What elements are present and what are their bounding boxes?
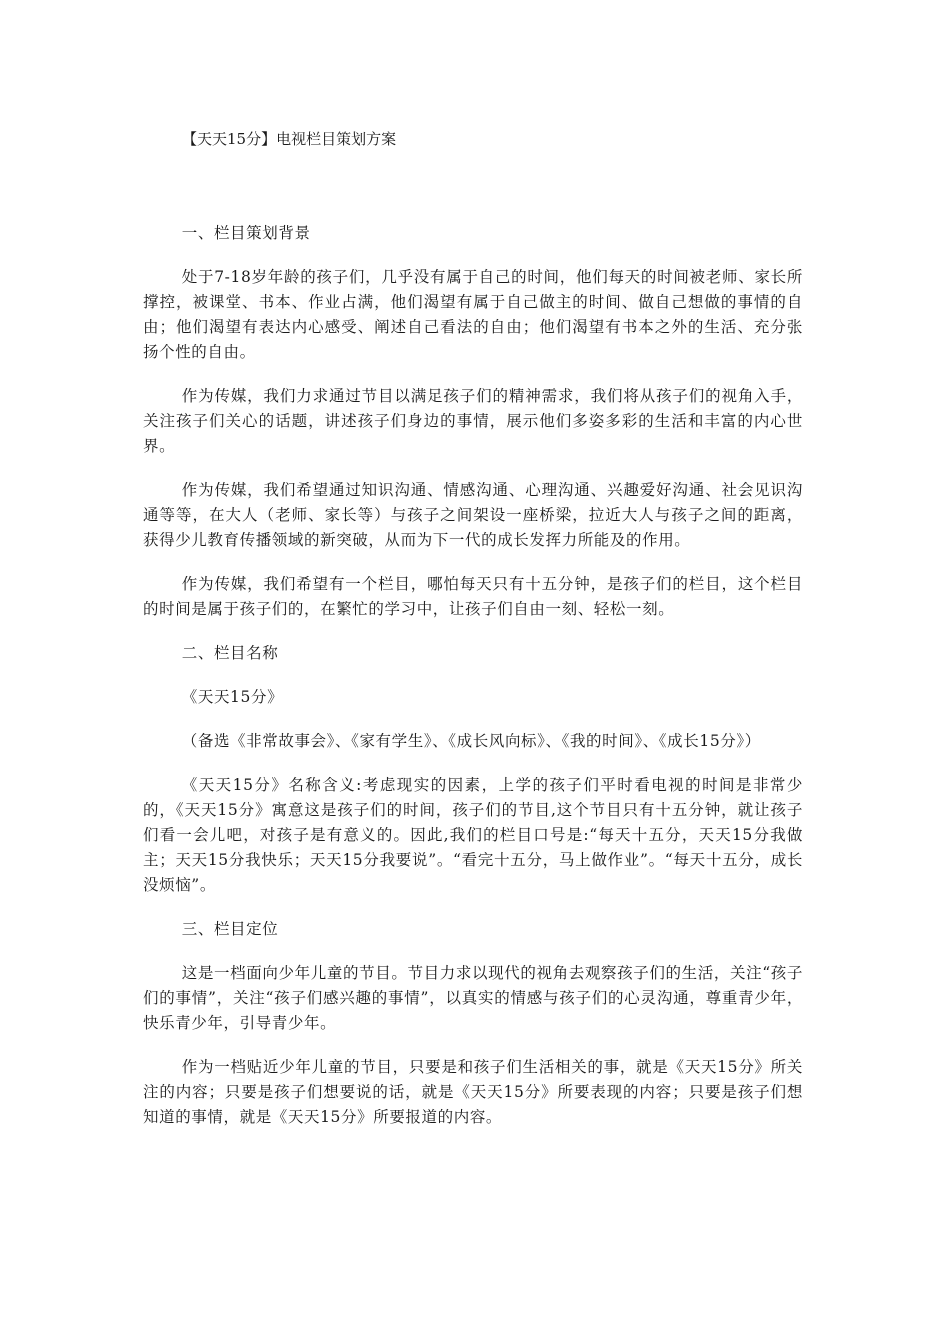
document-body [143,221,803,1149]
paragraph-alternative-names: （备选《非常故事会》、《家有学生》、《成长风向标》、《我的时间》、《成长15分》） [181,732,761,750]
paragraph-background-1: 处于7-18岁年龄的孩子们，几乎没有属于自己的时间，他们每天的时间被老师、家长所撑控，被课堂、书本、作业占满，他们渴望有属于自己做主的时间、做自己想做的事情的自由；他们渴望有表达内心感受、阐述自己看法的自由；他们渴望有书本之外的生活、充分张扬个性的自由。 [143,268,803,361]
paragraph-background-2: 作为传媒，我们力求通过节目以满足孩子们的精神需求，我们将从孩子们的视角入手，关注孩子们关心的话题，讲述孩子们身边的事情，展示他们多姿多彩的生活和丰富的内心世界。 [143,387,803,455]
paragraph-background-4: 作为传媒，我们希望有一个栏目，哪怕每天只有十五分钟，是孩子们的栏目，这个栏目的时间是属于孩子们的，在繁忙的学习中，让孩子们自由一刻、轻松一刻。 [143,575,803,618]
section-heading-background: 一、栏目策划背景 [181,224,311,242]
paragraph-background-3: 作为传媒，我们希望通过知识沟通、情感沟通、心理沟通、兴趣爱好沟通、社会见识沟通等等，在大人（老师、家长等）与孩子之间架设一座桥梁，拉近大人与孩子之间的距离，获得少儿教育传播领域的新突破，从而为下一代的成长发挥力所能及的作用。 [143,481,803,549]
paragraph-positioning-2: 作为一档贴近少年儿童的节目，只要是和孩子们生活相关的事，就是《天天15分》所关注的内容；只要是孩子们想要说的话，就是《天天15分》所要表现的内容；只要是孩子们想知道的事情，就是《天天15分》所要报道的内容。 [143,1058,803,1126]
paragraph-positioning-1: 这是一档面向少年儿童的节目。节目力求以现代的视角去观察孩子们的生活，关注“孩子们的事情”，关注“孩子们感兴趣的事情”，以真实的情感与孩子们的心灵沟通，尊重青少年，快乐青少年，引导青少年。 [143,964,803,1032]
paragraph-program-name: 《天天15分》 [181,688,284,706]
paragraph-name-meaning: 《天天15分》名称含义:考虑现实的因素，上学的孩子们平时看电视的时间是非常少的，《天天15分》寓意这是孩子们的时间，孩子们的节目,这个节目只有十五分钟，就让孩子们看一会儿吧，对孩子是有意义的。因此,我们的栏目口号是:“每天十五分，天天15分我做主；天天15分我快乐；天天15分我要说”。“看完十五分，马上做作业”。“每天十五分，成长没烦恼”。 [143,776,803,894]
section-heading-name: 二、栏目名称 [181,644,279,662]
section-heading-positioning: 三、栏目定位 [181,920,279,938]
document-title: 【天天15分】电视栏目策划方案 [182,130,397,148]
